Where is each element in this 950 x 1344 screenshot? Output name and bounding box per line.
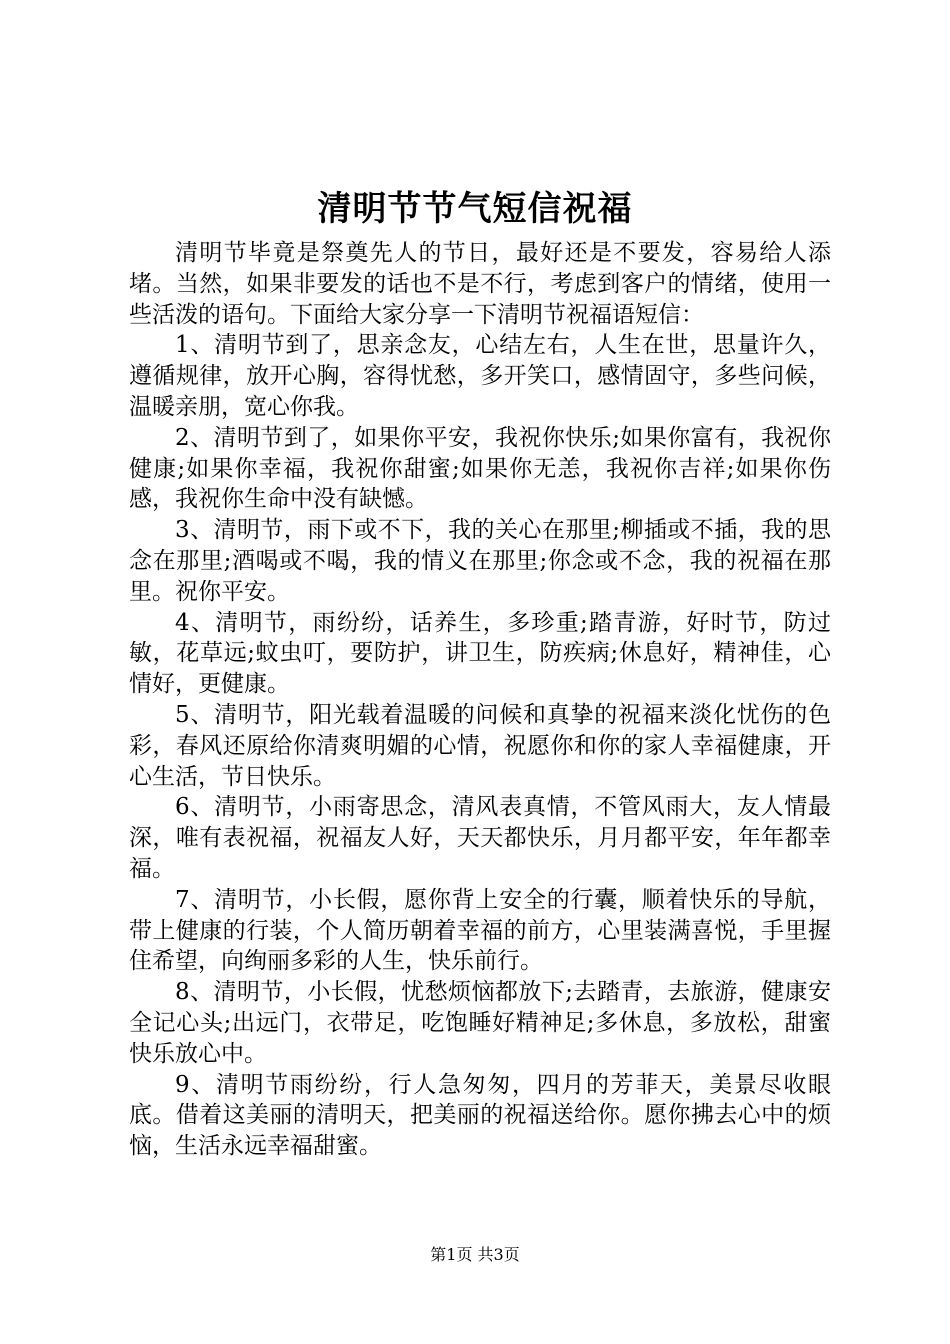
list-item: 3、清明节，雨下或不下，我的关心在那里;柳插或不插，我的思念在那里;酒喝或不喝，我的情义在那里;你念或不念，我的祝福在那里。祝你平安。 <box>129 517 831 605</box>
page-number-footer: 第1页 共3页 <box>430 1245 520 1264</box>
list-item: 2、清明节到了，如果你平安，我祝你快乐;如果你富有，我祝你健康;如果你幸福，我祝你甜蜜;如果你无恙，我祝你吉祥;如果你伤感，我祝你生命中没有缺憾。 <box>129 424 831 513</box>
list-item: 6、清明节，小雨寄思念，清风表真情，不管风雨大，友人情最深，唯有表祝福，祝福友人好，天天都快乐，月月都平安，年年都幸福。 <box>129 794 831 882</box>
list-item: 5、清明节，阳光载着温暖的问候和真挚的祝福来淡化忧伤的色彩，春风还原给你清爽明媚的心情，祝愿你和你的家人幸福健康，开心生活，节日快乐。 <box>129 701 831 790</box>
document-title: 清明节节气短信祝福 <box>317 189 633 229</box>
list-item: 1、清明节到了，思亲念友，心结左右，人生在世，思量许久，遵循规律，放开心胸，容得忧愁，多开笑口，感情固守，多些问候，温暖亲朋，宽心你我。 <box>129 332 831 420</box>
list-item: 9、清明节雨纷纷，行人急匆匆，四月的芳菲天，美景尽收眼底。借着这美丽的清明天，把美丽的祝福送给你。愿你拂去心中的烦恼，生活永远幸福甜蜜。 <box>129 1071 831 1160</box>
intro-paragraph: 清明节毕竟是祭奠先人的节日，最好还是不要发，容易给人添堵。当然，如果非要发的话也不是不行，考虑到客户的情绪，使用一些活泼的语句。下面给大家分享一下清明节祝福语短信： <box>129 240 831 328</box>
list-item: 8、清明节，小长假，忧愁烦恼都放下;去踏青，去旅游，健康安全记心头;出远门，衣带足，吃饱睡好精神足;多休息，多放松，甜蜜快乐放心中。 <box>129 979 831 1067</box>
list-item: 7、清明节，小长假，愿你背上安全的行囊，顺着快乐的导航，带上健康的行装，个人简历朝着幸福的前方，心里装满喜悦，手里握住希望，向绚丽多彩的人生，快乐前行。 <box>129 886 831 975</box>
document-body <box>129 238 831 1162</box>
list-item: 4、清明节，雨纷纷，话养生，多珍重;踏青游，好时节，防过敏，花草远;蚊虫叮，要防护，讲卫生，防疾病;休息好，精神佳，心情好，更健康。 <box>129 609 831 698</box>
